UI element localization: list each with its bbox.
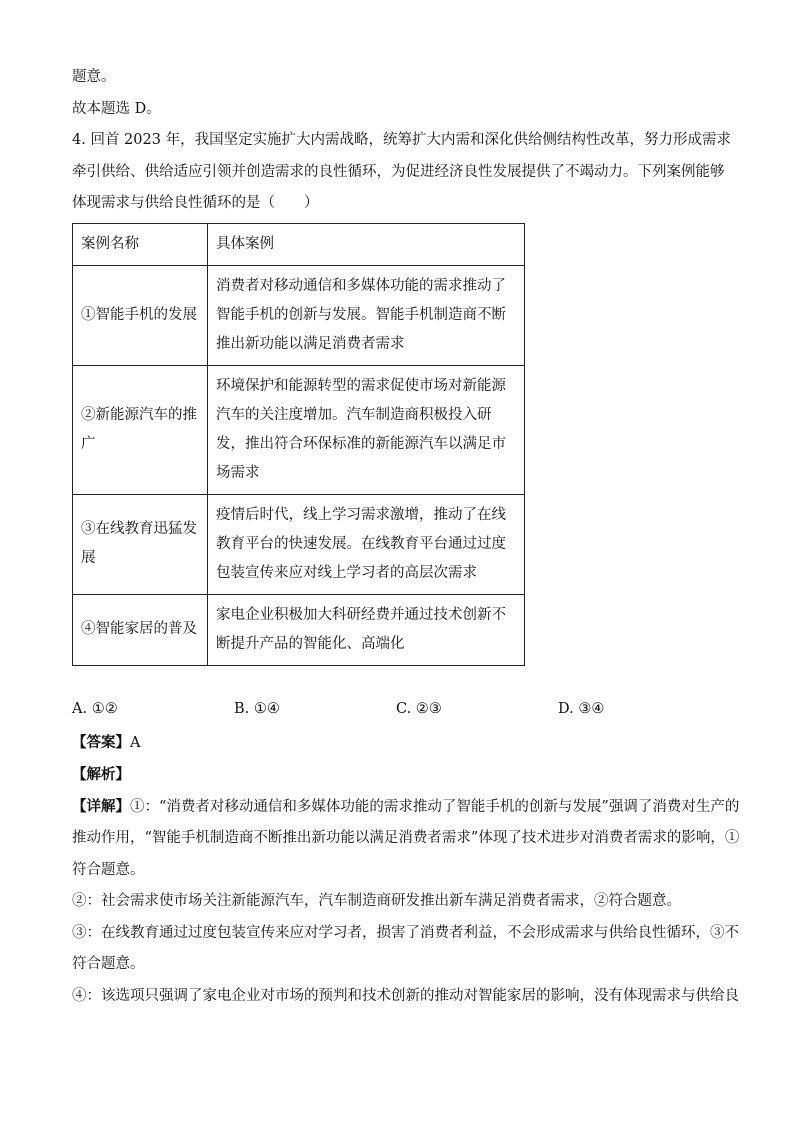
table-header-cell: 具体案例 xyxy=(208,223,525,265)
case-detail-cell: 环境保护和能源转型的需求促使市场对新能源汽车的关注度增加。汽车制造商积极投入研发，推出符合环保标准的新能源汽车以满足市场需求 xyxy=(208,365,525,494)
case-name-cell: ④智能家居的普及 xyxy=(73,594,208,665)
table-header-row xyxy=(73,223,525,265)
answer-label: 【答案】 xyxy=(72,733,130,751)
answer-value: A xyxy=(130,734,141,751)
analysis-text-1: ①：“消费者对移动通信和多媒体功能的需求推动了智能手机的创新与发展”强调了消费对生产的推动作用，“智能手机制造商不断推出新功能以满足消费者需求”体现了技术进步对消费者需求的影响，①符合题意。 xyxy=(72,798,740,878)
table-row xyxy=(73,594,525,665)
question-stem: 4. 回首 2023 年，我国坚定实施扩大内需战略，统筹扩大内需和深化供给侧结构性改革，努力形成需求牵引供给、供给适应引领并创造需求的良性循环，为促进经济良性发展提供了不竭动力。下列案例能够体现需求与供给良性循环的是（ ） xyxy=(72,132,732,211)
detail-label: 【详解】 xyxy=(72,797,130,815)
analysis-paragraph-3: ③：在线教育通过过度包装宣传来应对学习者，损害了消费者利益，不会形成需求与供给良性循环，③不符合题意。 xyxy=(72,924,739,972)
analysis-paragraph-2: ②：社会需求使市场关注新能源汽车，汽车制造商研发推出新车满足消费者需求，②符合题意。 xyxy=(72,893,681,909)
table-row xyxy=(73,265,525,365)
case-name-cell: ①智能手机的发展 xyxy=(73,265,208,365)
answer-options xyxy=(72,694,752,725)
analysis-paragraph-4: ④：该选项只强调了家电企业对市场的预判和技术创新的推动对智能家居的影响，没有体现需求与供给良 xyxy=(72,987,739,1004)
case-detail-cell: 疫情后时代，线上学习需求激增，推动了在线教育平台的快速发展。在线教育平台通过过度包装宣传来应对线上学习者的高层次需求 xyxy=(208,494,525,594)
answer-line xyxy=(72,727,752,760)
analysis-paragraph-1 xyxy=(72,791,752,887)
document-page xyxy=(72,62,752,1012)
case-table xyxy=(72,223,525,666)
table-row xyxy=(73,494,525,594)
option-a: A. ①② xyxy=(72,701,118,717)
prev-answer-tail: 题意。 xyxy=(72,69,116,85)
option-d: D. ③④ xyxy=(558,701,605,717)
table-row xyxy=(73,365,525,494)
analysis-label: 【解析】 xyxy=(72,766,130,783)
case-detail-cell: 消费者对移动通信和多媒体功能的需求推动了智能手机的创新与发展。智能手机制造商不断推出新功能以满足消费者需求 xyxy=(208,265,525,365)
prev-answer-choice: 故本题选 D。 xyxy=(72,100,161,117)
option-c: C. ②③ xyxy=(396,701,442,717)
table-header-cell: 案例名称 xyxy=(73,223,208,265)
case-name-cell: ②新能源汽车的推广 xyxy=(73,365,208,494)
option-b: B. ①④ xyxy=(234,701,280,717)
case-name-cell: ③在线教育迅猛发展 xyxy=(73,494,208,594)
case-detail-cell: 家电企业积极加大科研经费并通过技术创新不断提升产品的智能化、高端化 xyxy=(208,594,525,665)
